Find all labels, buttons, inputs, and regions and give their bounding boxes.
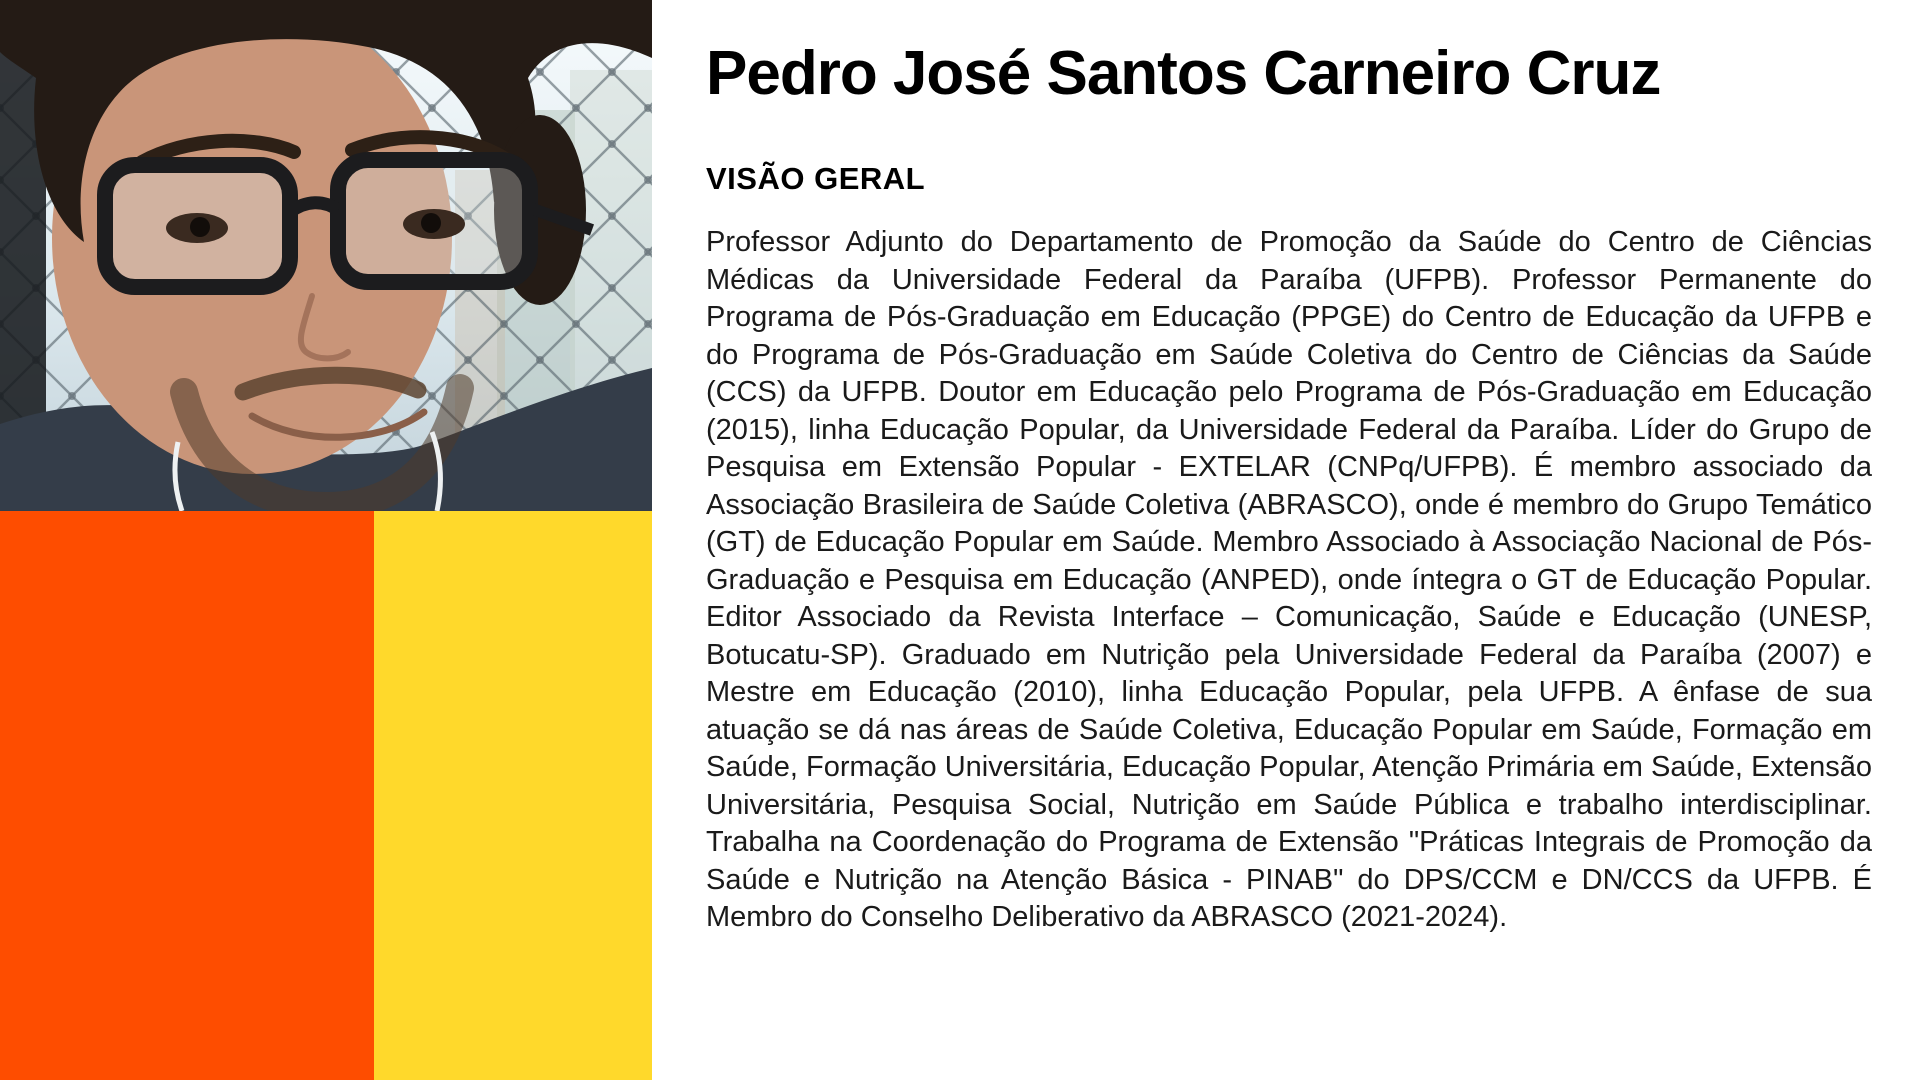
profile-photo-illustration	[0, 0, 652, 511]
orange-accent-block	[0, 511, 374, 1080]
person-pupil	[190, 217, 210, 237]
section-title-visao-geral: VISÃO GERAL	[706, 161, 926, 196]
page-title: Pedro José Santos Carneiro Cruz	[706, 39, 1661, 108]
profile-content	[706, 0, 1872, 937]
person-pupil	[421, 213, 441, 233]
yellow-accent-block	[374, 511, 652, 1080]
bio-paragraph: Professor Adjunto do Departamento de Promoção da Saúde do Centro de Ciências Médicas da Universidade Federal da Paraíba (UFPB). Professor Permanente do Programa de Pós-Graduação em Educação (PPGE) do Centro de Educação da UFPB e do Programa de Pós-Graduação em Saúde Coletiva do Centro de Ciências da Saúde (CCS) da UFPB. Doutor em Educação pelo Programa de Pós-Graduação em Educação (2015), linha Educação Popular, da Universidade Federal da Paraíba. Líder do Grupo de Pesquisa em Extensão Popular - EXTELAR (CNPq/UFPB). É membro associado da Associação Brasileira de Saúde Coletiva (ABRASCO), onde é membro do Grupo Temático (GT) de Educação Popular em Saúde. Membro Associado à Associação Nacional de Pós-Graduação e Pesquisa em Educação (ANPED), onde íntegra o GT de Educação Popular. Editor Associado da Revista Interface – Comunicação, Saúde e Educação (UNESP, Botucatu-SP). Graduado em Nutrição pela Universidade Federal da Paraíba (2007) e Mestre em Educação (2010), linha Educação Popular, pela UFPB. A ênfase de sua atuação se dá nas áreas de Saúde Coletiva, Educação Popular em Saúde, Formação em Saúde, Formação Universitária, Educação Popular, Atenção Primária em Saúde, Extensão Universitária, Pesquisa Social, Nutrição em Saúde Pública e trabalho interdisciplinar. Trabalha na Coordenação do Programa de Extensão "Práticas Integrais de Promoção da Saúde e Nutrição na Atenção Básica - PINAB" do DPS/CCM e DN/CCS da UFPB. É Membro do Conselho Deliberativo da ABRASCO (2021-2024).	[706, 226, 1872, 933]
profile-photo	[0, 0, 652, 511]
